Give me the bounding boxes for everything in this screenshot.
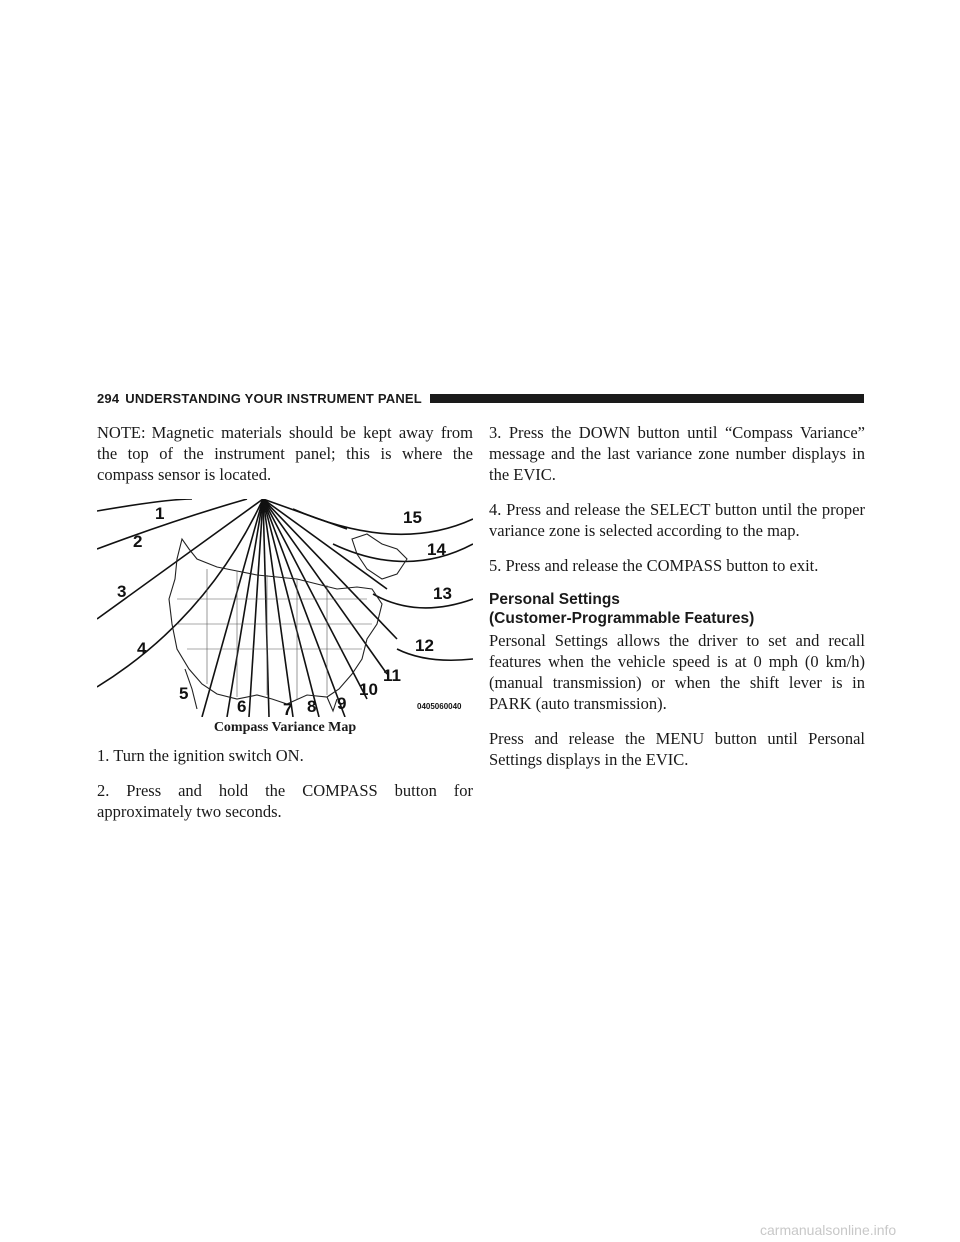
step-1: 1. Turn the ignition switch ON.	[97, 746, 304, 765]
zone-label: 10	[359, 680, 378, 699]
zone-label: 3	[117, 582, 127, 601]
image-code: 0405060040	[417, 702, 462, 711]
note-label: NOTE:	[97, 423, 146, 442]
zone-label: 1	[155, 504, 165, 523]
zone-label: 7	[283, 700, 293, 717]
menu-paragraph: Press and release the MENU button until Personal Settings displays in the EVIC.	[489, 729, 865, 769]
zone-label: 4	[137, 639, 147, 658]
zone-label: 6	[237, 697, 247, 716]
section-heading-line-1: Personal Settings	[489, 591, 620, 608]
zone-label: 9	[337, 694, 347, 713]
page-header	[97, 391, 864, 405]
step-4: 4. Press and release the SELECT button until the proper variance zone is selected according to the map.	[489, 500, 865, 540]
section-heading	[489, 590, 865, 628]
step-2: 2. Press and hold the COMPASS button for approximately two seconds.	[97, 781, 473, 821]
zone-label: 11	[383, 666, 401, 685]
figure-caption: Compass Variance Map	[213, 720, 357, 735]
left-column	[97, 422, 473, 836]
note-text: Magnetic materials should be kept away from the top of the instrument panel; this is where the compass sensor is located.	[97, 423, 473, 484]
zone-label: 2	[133, 532, 143, 551]
header-rule	[430, 394, 864, 403]
zone-label: 8	[307, 697, 317, 716]
personal-settings-paragraph: Personal Settings allows the driver to set and recall features when the vehicle speed is at 0 mph (0 km/h) (manual transmission) or when the shift lever is in PARK (auto transmission).	[489, 631, 865, 713]
right-column	[489, 422, 865, 784]
note-paragraph	[97, 422, 473, 485]
step-3: 3. Press the DOWN button until “Compass Variance” message and the last variance zone number displays in the EVIC.	[489, 423, 865, 484]
watermark: carmanualsonline.info	[760, 1222, 897, 1238]
step-5: 5. Press and release the COMPASS button to exit.	[489, 556, 819, 575]
zone-label: 5	[179, 684, 189, 703]
page-number: 294	[97, 390, 120, 406]
compass-variance-figure	[97, 499, 473, 737]
section-running-title: UNDERSTANDING YOUR INSTRUMENT PANEL	[125, 390, 422, 406]
zone-label: 13	[433, 584, 452, 603]
zone-label: 15	[403, 508, 422, 527]
zone-label: 14	[427, 540, 446, 559]
compass-variance-map	[97, 499, 473, 717]
section-heading-line-2: (Customer-Programmable Features)	[489, 610, 755, 627]
zone-label: 12	[415, 636, 434, 655]
